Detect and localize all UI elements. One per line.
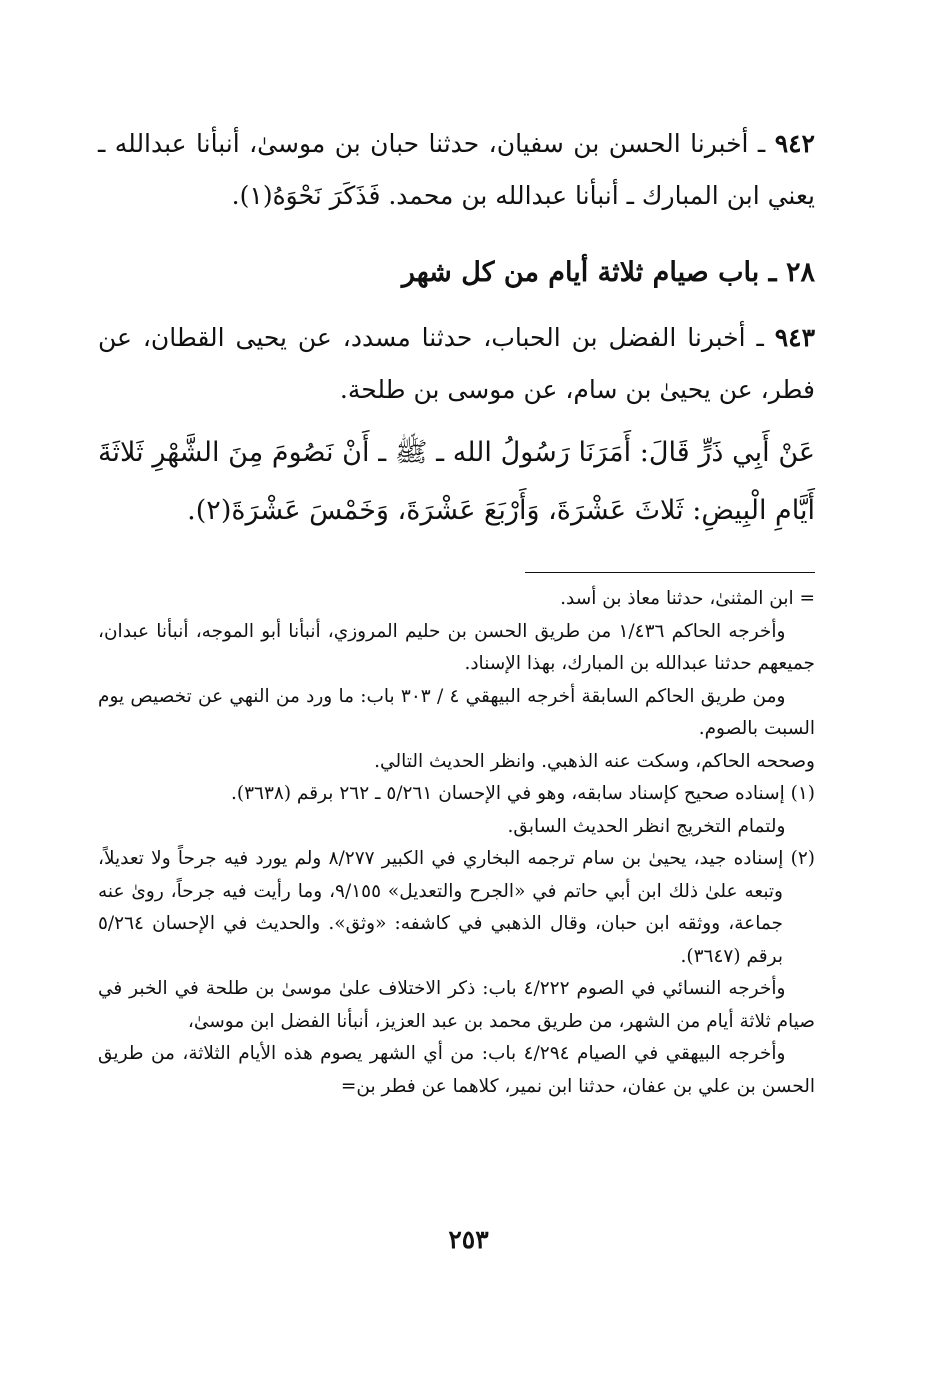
footnote-divider xyxy=(525,572,815,573)
footnote-paragraph: ولتمام التخريج انظر الحديث السابق. xyxy=(507,815,786,837)
footnote-carryover-line: = ابن المثنىٰ، حدثنا معاذ بن أسد. xyxy=(560,588,815,609)
footnote-paragraph: وأخرجه الحاكم ١/٤٣٦ من طريق الحسن بن حليم المروزي، أنبأنا أبو الموجه، أنبأنا عبدان، جميعهم حدثنا عبدالله بن المبارك، بهذا الإسناد. xyxy=(98,620,815,674)
hadith-isnad: أخبرنا الفضل بن الحباب، حدثنا مسدد، عن يحيى القطان، عن فطر، عن يحيىٰ بن سام، عن موسى بن طلحة. xyxy=(98,323,815,404)
hadith-943-matn: عَنْ أَبِي ذَرٍّ قَالَ: أَمَرَنَا رَسُولُ الله ـ ﷺ ـ أَنْ نَصُومَ مِنَ الشَّهْرِ ثَلاثَةَ أَيَّامِ الْبِيضِ: ثَلاثَ عَشْرَةَ، وَأَرْبَعَ عَشْرَةَ، وَخَمْسَ عَشْرَةَ(٢). xyxy=(98,437,815,526)
main-text xyxy=(98,118,815,540)
footnote-paragraph: وصححه الحاكم، وسكت عنه الذهبي. وانظر الحديث التالي. xyxy=(374,750,815,772)
page-number: ٢٥٣ xyxy=(448,1225,489,1254)
chapter-heading: ٢٨ ـ باب صيام ثلاثة أيام من كل شهر xyxy=(401,257,815,288)
hadith-number: ٩٤٢ xyxy=(774,129,815,158)
hadith-text: أخبرنا الحسن بن سفيان، حدثنا حبان بن موسىٰ، أنبأنا عبدالله ـ يعني ابن المبارك ـ أنبأنا عبدالله بن محمد. فَذَكَرَ نَحْوَهُ(١). xyxy=(98,129,815,210)
footnote-paragraph: وأخرجه البيهقي في الصيام ٤/٢٩٤ باب: من أي الشهر يصوم هذه الأيام الثلاثة، من طريق الحسن بن علي بن عفان، حدثنا ابن نمير، كلاهما عن فطر بن= xyxy=(98,1043,815,1097)
hadith-number: ٩٤٣ xyxy=(774,323,816,352)
footnote-paragraph: ومن طريق الحاكم السابقة أخرجه البيهقي ٤ / ٣٠٣ باب: ما ورد من النهي عن تخصيص يوم السبت بالصوم. xyxy=(98,685,815,739)
hadith-942: ٩٤٢ ـ أخبرنا الحسن بن سفيان، حدثنا حبان بن موسىٰ، أنبأنا عبدالله ـ يعني ابن المبارك ـ أنبأنا عبدالله بن محمد. فَذَكَرَ نَحْوَهُ(١). xyxy=(98,129,815,210)
hadith-943-isnad: ٩٤٣ ـ أخبرنا الفضل بن الحباب، حدثنا مسدد، عن يحيى القطان، عن فطر، عن يحيىٰ بن سام، عن موسى بن طلحة. xyxy=(98,323,816,404)
footnote-2: (٢) إسناده جيد، يحيىٰ بن سام ترجمه البخاري في الكبير ٨/٢٧٧ ولم يورد فيه جرحاً ولا تعديلاً، وتبعه علىٰ ذلك ابن أبي حاتم في «الجرح والتعديل» ٩/١٥٥، وما رأيت فيه جرحاً، روىٰ عنه جماعة، ووثقه ابن حبان، وقال الذهبي في كاشفه: «وثق». والحديث في الإحسان ٥/٢٦٤ برقم (٣٦٤٧). xyxy=(98,848,815,967)
footnotes xyxy=(98,583,815,1103)
footnote-1: (١) إسناده صحيح كإسناد سابقه، وهو في الإحسان ٥/٢٦١ ـ ٢٦٢ برقم (٣٦٣٨). xyxy=(230,783,815,804)
footnote-paragraph: وأخرجه النسائي في الصوم ٤/٢٢٢ باب: ذكر الاختلاف علىٰ موسىٰ بن طلحة في الخبر في صيام ثلاثة أيام من الشهر، من طريق محمد بن عبد العزيز، أنبأنا الفضل ابن موسىٰ، xyxy=(98,978,815,1032)
